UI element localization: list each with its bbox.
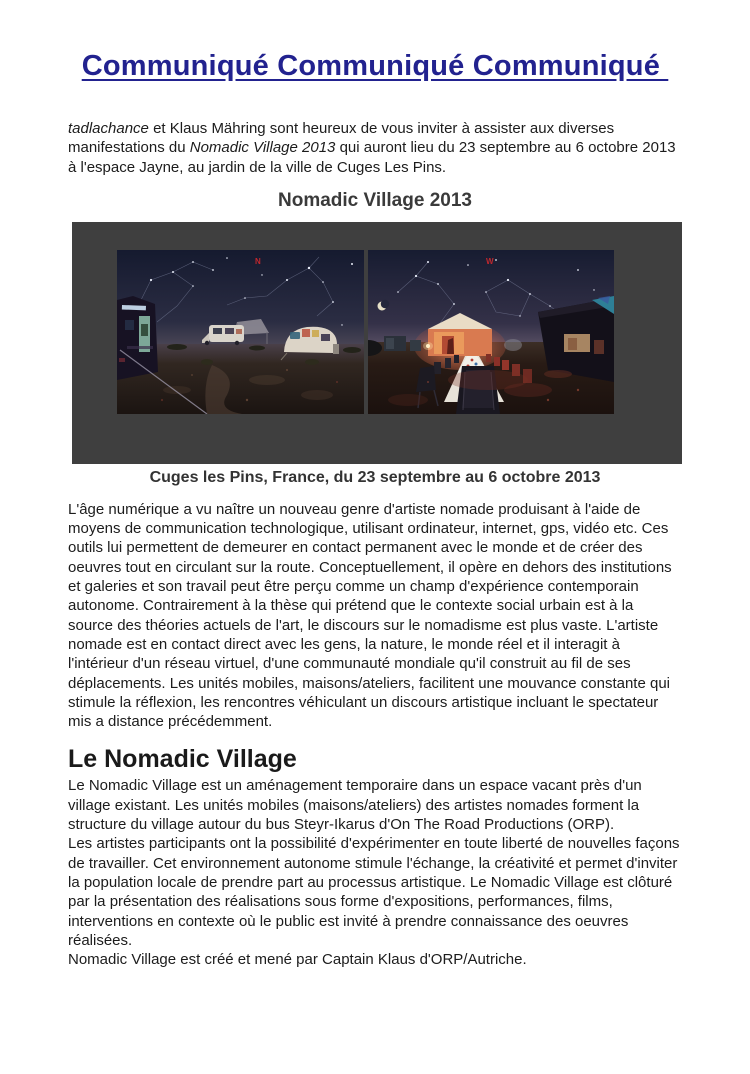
photo-caption: Cuges les Pins, France, du 23 septembre au 6 octobre 2013: [149, 468, 601, 486]
intro-text-end: qui auront lieu du 23 septembre au 6 octobre 2013 à l'espace Jayne, au jardin de la ville de Cuges Les Pins.: [68, 139, 676, 176]
section-paragraph: [68, 776, 682, 969]
body-paragraph-1: L'âge numérique a vu naître un nouveau genre d'artiste nomade produisant à l'aide de moyens de communication technologique, utilisant ordinateur, internet, gps, vidéo etc. Ces outils lui permettent de demeurer en contact permanent avec le monde et de créer des oeuvres tout en circulant sur la route. Conceptuellement, il opère en dehors des institutions et galeries et son travail peut être perçu comme un champ d'expérience contemporain autonome. Contrairement à la thèse qui prétend que le contexte social urbain est à la source des théories actuels de l'art, le discours sur le nomadisme est plus vaste. L'artiste nomade est en contact direct avec les gens, la nature, le monde réel et il interagit à l'intérieur d'un réseau virtuel, d'une communauté mondiale qu'il construit au fil de ses déplacements. Les unités mobiles, maisons/ateliers, facilitent une mouvance constante qui stimule la réflexion, les rencontres véhiculant un discours artistique incluant le spectateur mis a distance précédemment.: [68, 500, 672, 731]
intro-text: et Klaus Mähring sont heureux de vous inviter à assister aux diverses manifestations du: [68, 120, 615, 157]
section-paragraph-part-a: Le Nomadic Village est un aménagement temporaire dans un espace vacant près d'un village existant. Les unités mobiles (maisons/ateliers) des artistes nomades forment la structure du village autour du bus Steyr-Ikarus d'On The Road Productions (ORP).: [68, 777, 642, 834]
document-page: [0, 50, 750, 1074]
bus-silhouette: [117, 296, 158, 380]
north-label: N: [255, 256, 261, 266]
event-heading: Nomadic Village 2013: [278, 189, 472, 211]
west-label: W: [486, 256, 494, 266]
intro-event-name: Nomadic Village 2013: [189, 139, 336, 157]
closing-line: Nomadic Village est créé et mené par Captain Klaus d'ORP/Autriche.: [68, 951, 527, 969]
intro-sender-name: tadlachance: [68, 120, 149, 137]
left-night-photo: [117, 250, 364, 414]
photo-frame: [72, 222, 682, 464]
intro-paragraph: [68, 119, 682, 177]
page-title: Communiqué Communiqué Communiqué: [81, 50, 669, 82]
section-heading: Le Nomadic Village: [68, 745, 297, 774]
right-night-photo: [368, 250, 614, 414]
section-paragraph-part-b: Les artistes participants ont la possibilité d'expérimenter en toute liberté de nouvelles façons de travailler. Cet environnement autonome stimule l'échange, la créativité et permet d'inviter la population locale de prendre part au processus artistique. Le Nomadic Village est clôturé par la présentation des réalisations sous forme d'expositions, performances, films, interventions en contexte où le public est invité à prendre connaissance des oeuvres réalisées.: [68, 835, 680, 949]
